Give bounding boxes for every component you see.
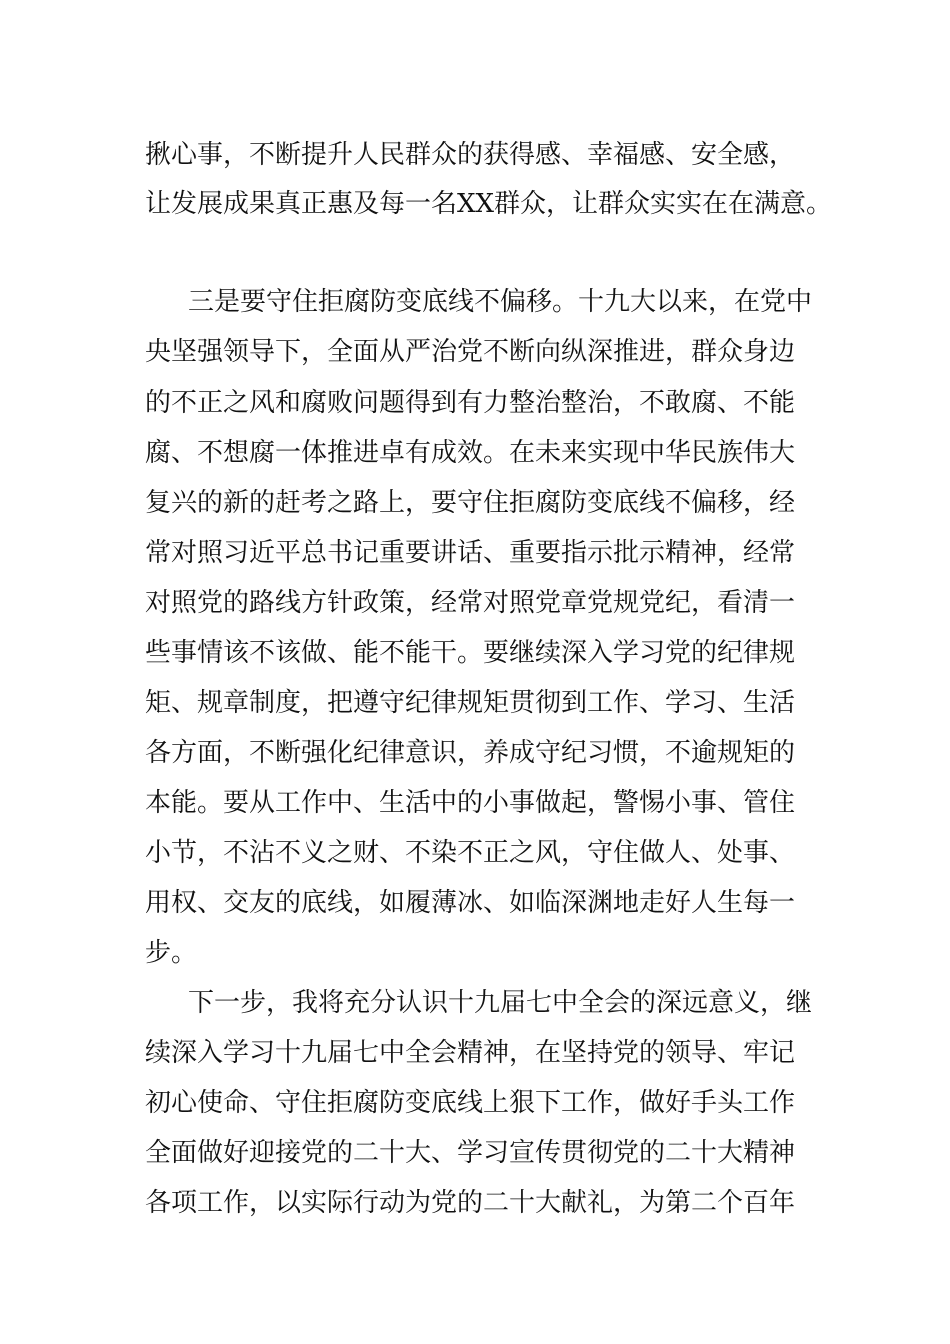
text-line: 本能。要从工作中、生活中的小事做起，警惕小事、管住 — [145, 788, 796, 818]
text-line: 常对照习近平总书记重要讲话、重要指示批示精神，经常 — [145, 538, 796, 568]
text-line: 小节，不沾不义之财、不染不正之风，守住做人、处事、 — [145, 838, 796, 868]
text-line: 些事情该不该做、能不能干。要继续深入学习党的纪律规 — [145, 638, 796, 668]
text-line: 矩、规章制度，把遵守纪律规矩贯彻到工作、学习、生活 — [145, 688, 796, 718]
text-line: 全面做好迎接党的二十大、学习宣传贯彻党的二十大精神 — [145, 1138, 796, 1168]
text-line: 央坚强领导下，全面从严治党不断向纵深推进，群众身边 — [145, 337, 796, 367]
text-line: 下一步，我将充分认识十九届七中全会的深远意义，继 — [188, 988, 813, 1018]
text-line: 对照党的路线方针政策，经常对照党章党规党纪，看清一 — [145, 588, 796, 618]
text-line: 揪心事，不断提升人民群众的获得感、幸福感、安全感， — [145, 140, 796, 170]
text-line: 的不正之风和腐败问题得到有力整治整治，不敢腐、不能 — [145, 388, 796, 418]
text-line: 初心使命、守住拒腐防变底线上狠下工作，做好手头工作 — [145, 1088, 796, 1118]
text-line: 步。 — [145, 938, 198, 968]
text-line: 各项工作，以实际行动为党的二十大献礼，为第二个百年 — [145, 1188, 796, 1218]
text-line: 三是要守住拒腐防变底线不偏移。十九大以来，在党中 — [188, 287, 813, 317]
text-line: 各方面，不断强化纪律意识，养成守纪习惯，不逾规矩的 — [145, 738, 796, 768]
text-line: 用权、交友的底线，如履薄冰、如临深渊地走好人生每一 — [145, 888, 796, 918]
text-line: 让发展成果真正惠及每一名XX群众，让群众实实在在满意。 — [145, 189, 833, 219]
text-line: 复兴的新的赶考之路上，要守住拒腐防变底线不偏移，经 — [145, 488, 796, 518]
text-line: 续深入学习十九届七中全会精神，在坚持党的领导、牢记 — [145, 1038, 796, 1068]
text-line: 腐、不想腐一体推进卓有成效。在未来实现中华民族伟大 — [145, 438, 796, 468]
